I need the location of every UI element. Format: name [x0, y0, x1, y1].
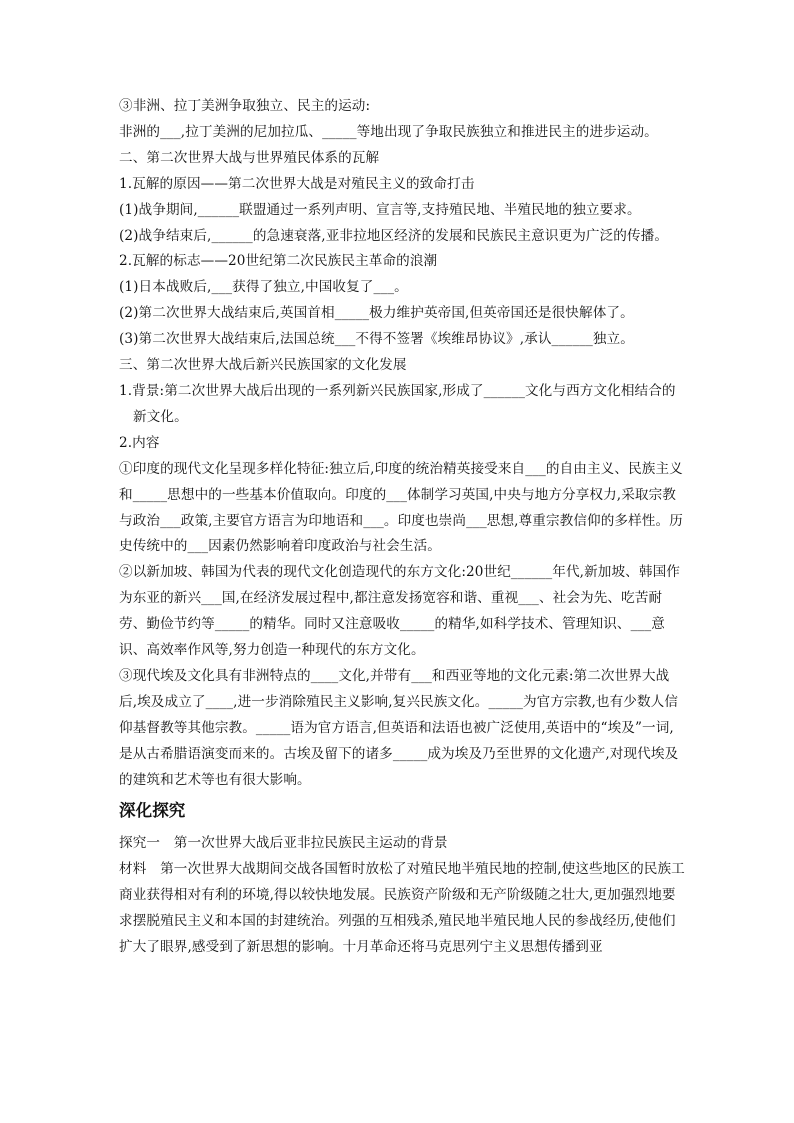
- subsection-title: 1.瓦解的原因——第二次世界大战是对殖民主义的致命打击: [119, 175, 475, 192]
- text-line: (2)战争结束后,______的急速衰落,亚非拉地区经济的发展和民族民主意识更为广泛的传播。: [119, 227, 669, 244]
- document-body: [119, 94, 687, 961]
- india-paragraph: ①印度的现代文化呈现多样化特征:独立后,印度的统治精英接受来自___的自由主义、民族主义和_____思想中的一些基本价值取向。印度的___体制学习英国,中央与地方分享权力,采取宗教与政治___政策,主要官方语言为印地语和___。印度也崇尚___思想,尊重宗教信仰的多样性。历史传统中的___因素仍然影响着印度政治与社会生活。: [119, 460, 683, 555]
- text-line: (3)第二次世界大战结束后,法国总统___不得不签署《埃维昂协议》,承认______独立。: [119, 331, 634, 348]
- text-line: ③非洲、拉丁美洲争取独立、民主的运动:: [119, 98, 371, 114]
- text-line: (1)日本战败后,___获得了独立,中国收复了___。: [119, 279, 408, 296]
- section-title: 二、第二次世界大战与世界殖民体系的瓦解: [119, 149, 380, 166]
- east-asia-paragraph: ②以新加坡、韩国为代表的现代文化创造现代的东方文化:20世纪______年代,新加坡、韩国作为东亚的新兴___国,在经济发展过程中,都注意发扬宽容和谐、重视___、社会为先、吃苦耐劳、勤俭节约等_____的精华。同时又注意吸收_____的精华,如科学技术、管理知识、___意识、高效率作风等,努力创造一种现代的东方文化。: [119, 564, 680, 659]
- section-heading: 深化探究: [119, 801, 186, 821]
- background-paragraph: 1.背景:第二次世界大战后出现的一系列新兴民族国家,形成了______文化与西方文化相结合的新文化。: [119, 382, 676, 425]
- material-paragraph: 材料 第一次世界大战期间交战各国暂时放松了对殖民地半殖民地的控制,使这些地区的民族工商业获得相对有利的环境,得以较快地发展。民族资产阶级和无产阶级随之壮大,更加强烈地要求摆脱殖民主义和本国的封建统治。列强的互相残杀,殖民地半殖民地人民的参战经历,使他们扩大了眼界,感受到了新思想的影响。十月革命还将马克思列宁主义思想传播到亚: [119, 861, 685, 956]
- subsection-title: 2.瓦解的标志——20世纪第二次民族民主革命的浪潮: [119, 253, 438, 270]
- text-line: 非洲的___,拉丁美洲的尼加拉瓜、_____等地出现了争取民族独立和推进民主的进步运动。: [119, 123, 658, 140]
- explore-title: 探究一 第一次世界大战后亚非拉民族民主运动的背景: [119, 835, 448, 852]
- text-line: (2)第二次世界大战结束后,英国首相_____极力维护英帝国,但英帝国还是很快解体了。: [119, 305, 634, 322]
- text-line: (1)战争期间,______联盟通过一系列声明、宣言等,支持殖民地、半殖民地的独立要求。: [119, 201, 641, 218]
- section-title: 三、第二次世界大战后新兴民族国家的文化发展: [119, 357, 407, 374]
- egypt-paragraph: ③现代埃及文化具有非洲特点的____文化,并带有___和西亚等地的文化元素:第二次世界大战后,埃及成立了____,进一步消除殖民主义影响,复兴民族文化。_____为官方宗教,也有少数人信仰基督教等其他宗教。_____语为官方语言,但英语和法语也被广泛使用,英语中的“埃及”一词,是从古希腊语演变而来的。古埃及留下的诸多_____成为埃及乃至世界的文化遗产,对现代埃及的建筑和艺术等也有很大影响。: [119, 667, 679, 788]
- subsection-title: 2.内容: [119, 434, 160, 451]
